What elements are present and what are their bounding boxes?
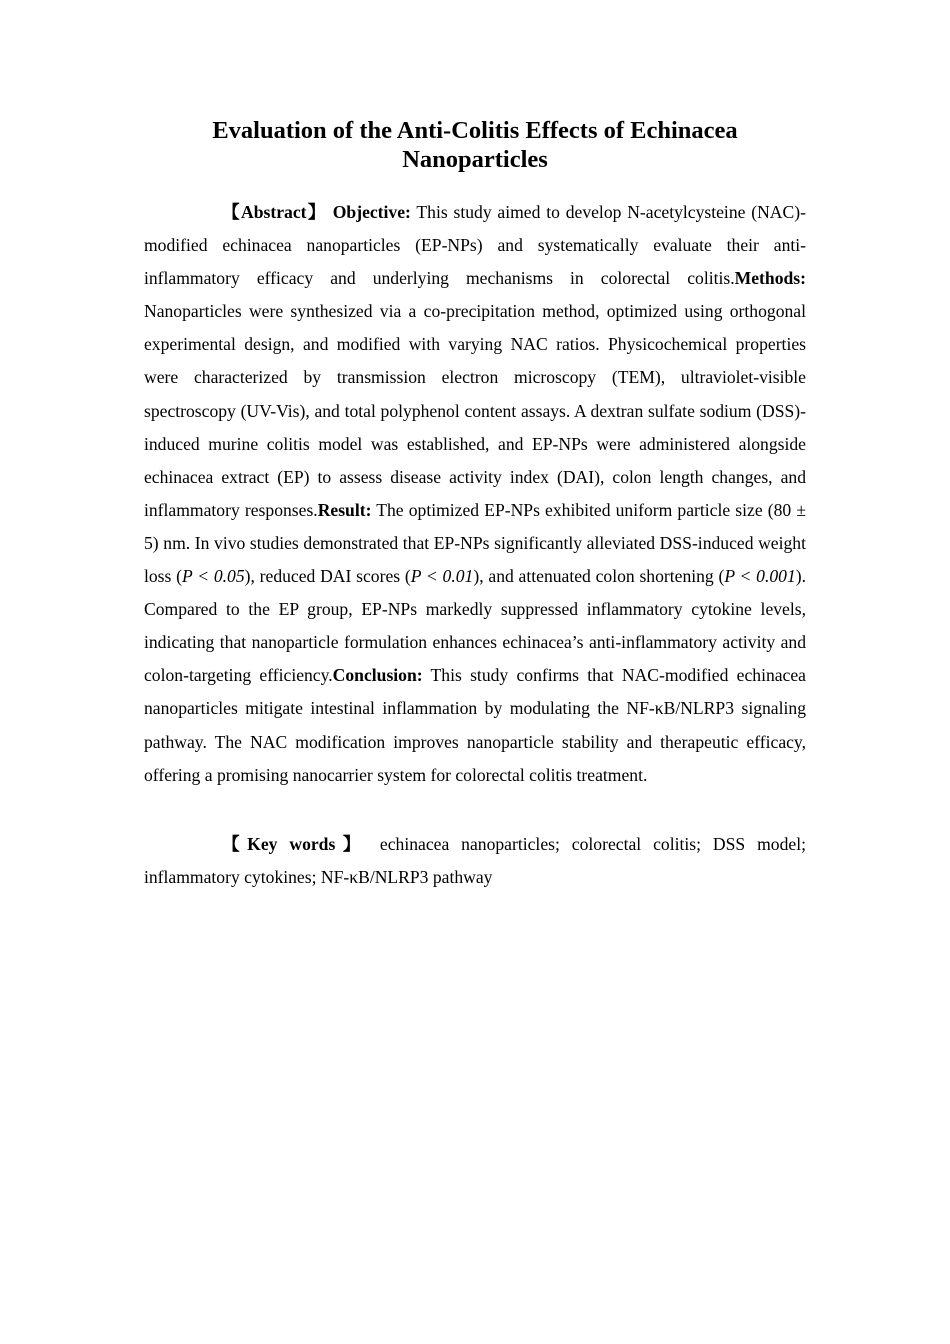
keywords-text: echinacea nanoparticles; colorectal colitis; DSS model; inflammatory cytokines; NF-κB/NLRP3 pathway xyxy=(144,833,806,887)
title-line-2: Nanoparticles xyxy=(402,146,548,173)
abstract-bracket-close: 】 xyxy=(306,202,327,222)
p-value-2: P < 0.01 xyxy=(410,566,474,587)
keywords-label: Key words xyxy=(247,833,336,854)
conclusion-label: Conclusion: xyxy=(332,665,423,686)
methods-label: Methods: xyxy=(734,268,806,289)
result-text-1: The optimized EP-NPs exhibited uniform particle size (80 ± 5) nm. In vivo studies demonstrated that EP-NPs significantly alleviated DSS-induced weight loss ( xyxy=(144,499,806,587)
abstract-label: Abstract xyxy=(241,202,307,222)
p-value-1: P < 0.05 xyxy=(182,566,245,587)
abstract-paragraph xyxy=(144,196,806,792)
result-text-2: ), reduced DAI scores ( xyxy=(244,566,411,587)
result-text-3: ), and attenuated colon shortening ( xyxy=(473,566,725,587)
keywords-bracket-close: 】 xyxy=(335,833,368,854)
paper-page xyxy=(144,116,806,894)
conclusion-text: This study confirms that NAC-modified echinacea nanoparticles mitigate intestinal inflammation by modulating the NF-κB/NLRP3 signaling pathway. The NAC modification improves nanoparticle stability and therapeutic efficacy, offering a promising nanocarrier system for colorectal colitis treatment. xyxy=(144,665,806,785)
paper-title xyxy=(144,116,806,174)
result-label: Result: xyxy=(317,499,372,520)
keywords-paragraph xyxy=(144,828,806,894)
title-line-1: Evaluation of the Anti-Colitis Effects of Echinacea xyxy=(212,117,738,144)
abstract-heading xyxy=(222,202,327,222)
keywords-heading xyxy=(222,834,368,854)
p-value-3: P < 0.001 xyxy=(724,566,796,587)
abstract-bracket-open: 【 xyxy=(222,202,242,222)
result-text-4: ). Compared to the EP group, EP-NPs markedly suppressed inflammatory cytokine levels, indicating that nanoparticle formulation enhances echinacea’s anti-inflammatory activity and colon-targeting efficiency. xyxy=(144,566,807,686)
objective-text: This study aimed to develop N-acetylcysteine (NAC)-modified echinacea nanoparticles (EP-NPs) and systematically evaluate their anti-inflammatory efficacy and underlying mechanisms in colorectal colitis. xyxy=(144,202,806,289)
methods-text: Nanoparticles were synthesized via a co-precipitation method, optimized using orthogonal experimental design, and modified with varying NAC ratios. Physicochemical properties were characterized by transmission electron microscopy (TEM), ultraviolet-visible spectroscopy (UV-Vis), and total polyphenol content assays. A dextran sulfate sodium (DSS)-induced murine colitis model was established, and EP-NPs were administered alongside echinacea extract (EP) to assess disease activity index (DAI), colon length changes, and inflammatory responses. xyxy=(144,301,806,520)
keywords-bracket-open: 【 xyxy=(222,833,248,854)
objective-label: Objective: xyxy=(332,202,411,222)
